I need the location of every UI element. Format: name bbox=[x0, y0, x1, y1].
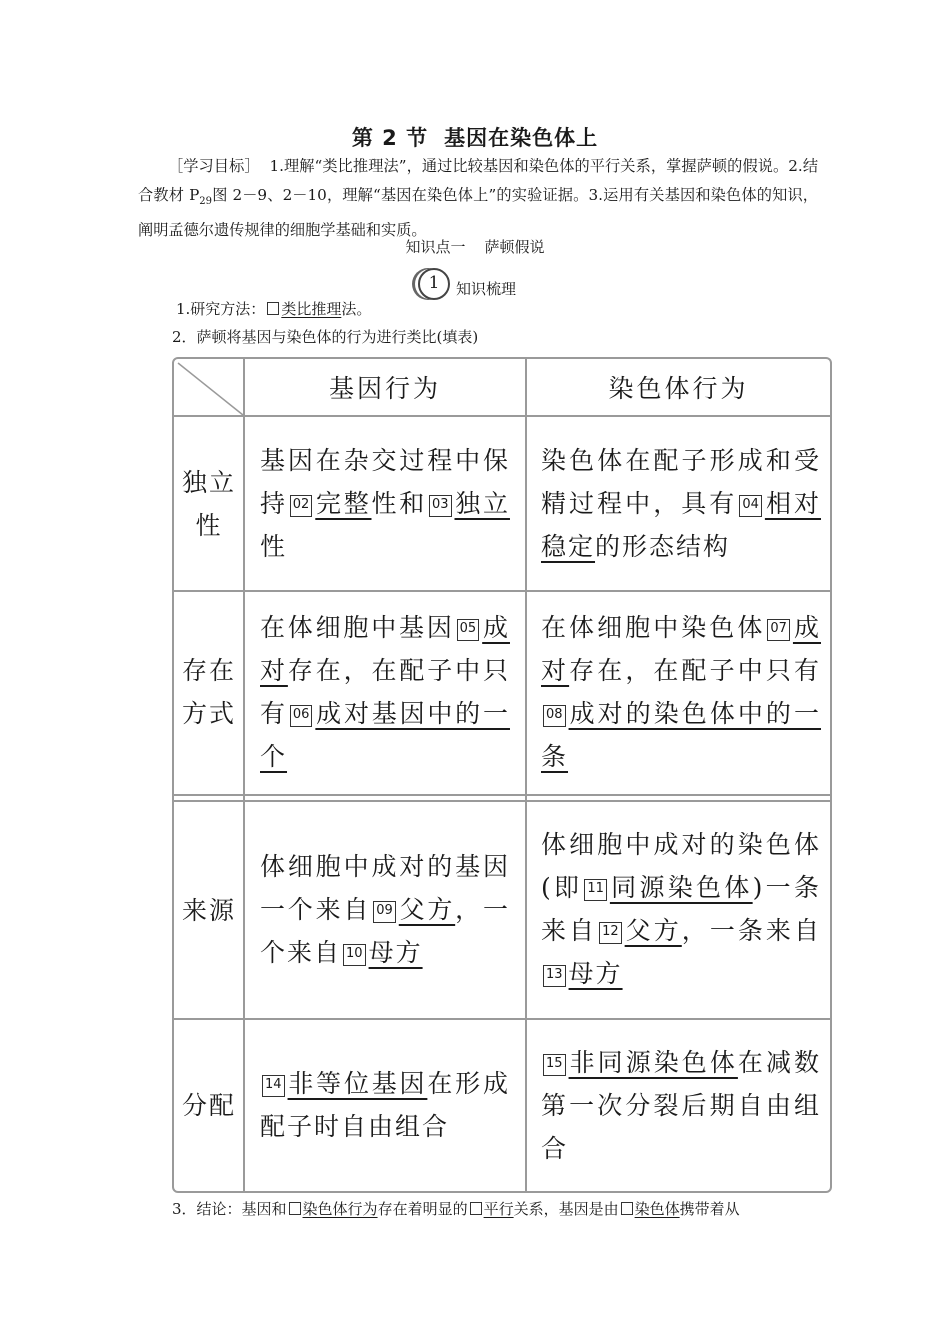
cell-text: 的形态结构 bbox=[595, 532, 731, 561]
comparison-table bbox=[172, 357, 832, 1193]
circle-number-icon: 1 bbox=[418, 268, 450, 300]
item-3-text: 关系，基因是由 bbox=[513, 1200, 619, 1218]
diagonal-corner-line bbox=[174, 359, 244, 416]
answer-number: 13 bbox=[543, 965, 566, 987]
chromosome-cell-existence bbox=[541, 606, 821, 778]
item-1 bbox=[176, 298, 371, 319]
item-3-answer: 染色体行为 bbox=[302, 1200, 378, 1218]
cell-text: 在形成配子时自由组合 bbox=[260, 1069, 510, 1141]
row-label-distribution: 分配 bbox=[181, 1091, 236, 1120]
answer-text: 相对稳定 bbox=[541, 489, 821, 561]
cell-text: 在体细胞中染色体 bbox=[541, 613, 766, 642]
cell-text: ，一个来自 bbox=[260, 895, 510, 967]
answer-text: 成对 bbox=[260, 613, 510, 685]
answer-text: 非等位基因 bbox=[287, 1069, 428, 1098]
answer-number: 07 bbox=[767, 619, 790, 641]
item-1-prefix: 1.研究方法： bbox=[176, 300, 266, 318]
gene-cell-existence bbox=[260, 606, 510, 778]
item-3-text: 携带着从 bbox=[679, 1200, 740, 1218]
answer-number: 10 bbox=[343, 944, 366, 966]
cell-text: 性和 bbox=[371, 489, 427, 518]
answer-number: 14 bbox=[262, 1075, 285, 1097]
knowledge-point-label: 知识点一 bbox=[405, 238, 466, 256]
cell-text: 在体细胞中基因 bbox=[260, 613, 455, 642]
item-3 bbox=[172, 1198, 740, 1219]
blank-box-icon bbox=[621, 1202, 633, 1215]
answer-number: 03 bbox=[429, 495, 452, 517]
page-title bbox=[0, 122, 950, 152]
row-label-source: 来源 bbox=[181, 896, 236, 925]
answer-text: 父方 bbox=[398, 895, 456, 924]
section-name: 基因在染色体上 bbox=[444, 126, 599, 150]
answer-text: 完整 bbox=[315, 489, 372, 518]
row-label-existence: 存在方式 bbox=[181, 656, 236, 728]
header-chromosome-behavior: 染色体行为 bbox=[608, 374, 749, 403]
answer-text: 成对基因中的一个 bbox=[260, 699, 510, 771]
answer-text: 母方 bbox=[368, 938, 423, 967]
item-3-text: 存在着明显的 bbox=[377, 1200, 468, 1218]
knowledge-sorting-label: 知识梳理 bbox=[455, 280, 516, 298]
answer-number: 09 bbox=[373, 901, 396, 923]
item-2: 2．萨顿将基因与染色体的行为进行类比(填表) bbox=[172, 328, 479, 346]
section-number: 第 2 节 bbox=[351, 126, 429, 150]
blank-box-icon bbox=[267, 302, 279, 315]
objectives-subscript: 29 bbox=[199, 196, 213, 208]
chromosome-cell-distribution bbox=[541, 1041, 821, 1170]
answer-text: 同源染色体 bbox=[609, 873, 753, 902]
chromosome-cell-source bbox=[541, 823, 821, 995]
blank-box-icon bbox=[289, 1202, 301, 1215]
blank-box-icon bbox=[470, 1202, 482, 1215]
gene-cell-source bbox=[260, 845, 510, 974]
cell-text: )一条来自 bbox=[541, 873, 821, 945]
answer-text: 成对 bbox=[541, 613, 821, 685]
answer-number: 05 bbox=[457, 619, 480, 641]
item-3-answer: 平行 bbox=[483, 1200, 514, 1218]
answer-number: 15 bbox=[543, 1054, 566, 1076]
answer-number: 04 bbox=[739, 495, 762, 517]
knowledge-point-name: 萨顿假说 bbox=[484, 238, 545, 256]
learning-objectives bbox=[138, 152, 818, 245]
objectives-text-2: 图 2－9、2－10，理解“基因在染色体上”的实验证据。3.运用有关基因和染色体的知识，阐明孟德尔遗传规律的细胞学基础和实质。 bbox=[138, 186, 818, 240]
cell-text: 染色体在配子形成和受精过程中，具有 bbox=[541, 446, 821, 518]
cell-text: 在减数第一次分裂后期自由组合 bbox=[541, 1048, 821, 1163]
answer-text: 母方 bbox=[568, 959, 623, 988]
table-divider bbox=[525, 359, 527, 1191]
table-divider bbox=[174, 800, 830, 802]
cell-text: 体细胞中成对的染色体(即 bbox=[541, 830, 821, 902]
answer-number: 11 bbox=[584, 879, 607, 901]
answer-text: 非同源染色体 bbox=[568, 1048, 738, 1077]
cell-text: 存在，在配子中只有 bbox=[569, 656, 821, 685]
objectives-label: ［学习目标］ bbox=[168, 157, 260, 175]
answer-number: 08 bbox=[543, 705, 566, 727]
knowledge-point-heading bbox=[0, 236, 950, 257]
answer-text: 独立 bbox=[454, 489, 510, 518]
cell-text: 性 bbox=[260, 532, 288, 561]
table-divider bbox=[174, 590, 830, 592]
item-1-answer: 类比推理 bbox=[281, 300, 342, 318]
knowledge-sorting-heading bbox=[0, 268, 942, 300]
item-1-suffix: 法。 bbox=[341, 300, 372, 318]
answer-number: 12 bbox=[599, 922, 622, 944]
cell-text: 存在，在配子中只有 bbox=[260, 656, 510, 728]
gene-cell-distribution bbox=[260, 1062, 510, 1148]
item-3-text: 3．结论：基因和 bbox=[172, 1200, 287, 1218]
header-gene-behavior: 基因行为 bbox=[328, 374, 441, 403]
cell-text: 体细胞中成对的基因一个来自 bbox=[260, 852, 510, 924]
answer-number: 02 bbox=[290, 495, 313, 517]
row-label-independence: 独立性 bbox=[181, 468, 236, 540]
cell-text: 基因在杂交过程中保持 bbox=[260, 446, 510, 518]
chromosome-cell-independence bbox=[541, 439, 821, 568]
gene-cell-independence bbox=[260, 439, 510, 568]
table-divider bbox=[174, 415, 830, 417]
item-3-answer: 染色体 bbox=[634, 1200, 680, 1218]
table-divider bbox=[174, 1018, 830, 1020]
objectives-text-1: 1.理解“类比推理法”，通过比较基因和染色体的平行关系，掌握萨顿的假说。2.结合教材 P bbox=[138, 157, 819, 204]
cell-text: ，一条来自 bbox=[681, 916, 821, 945]
answer-text: 成对的染色体中的一条 bbox=[541, 699, 821, 771]
answer-number: 06 bbox=[290, 705, 313, 727]
table-divider bbox=[243, 359, 245, 1191]
table-divider bbox=[174, 794, 830, 796]
answer-text: 父方 bbox=[624, 916, 682, 945]
